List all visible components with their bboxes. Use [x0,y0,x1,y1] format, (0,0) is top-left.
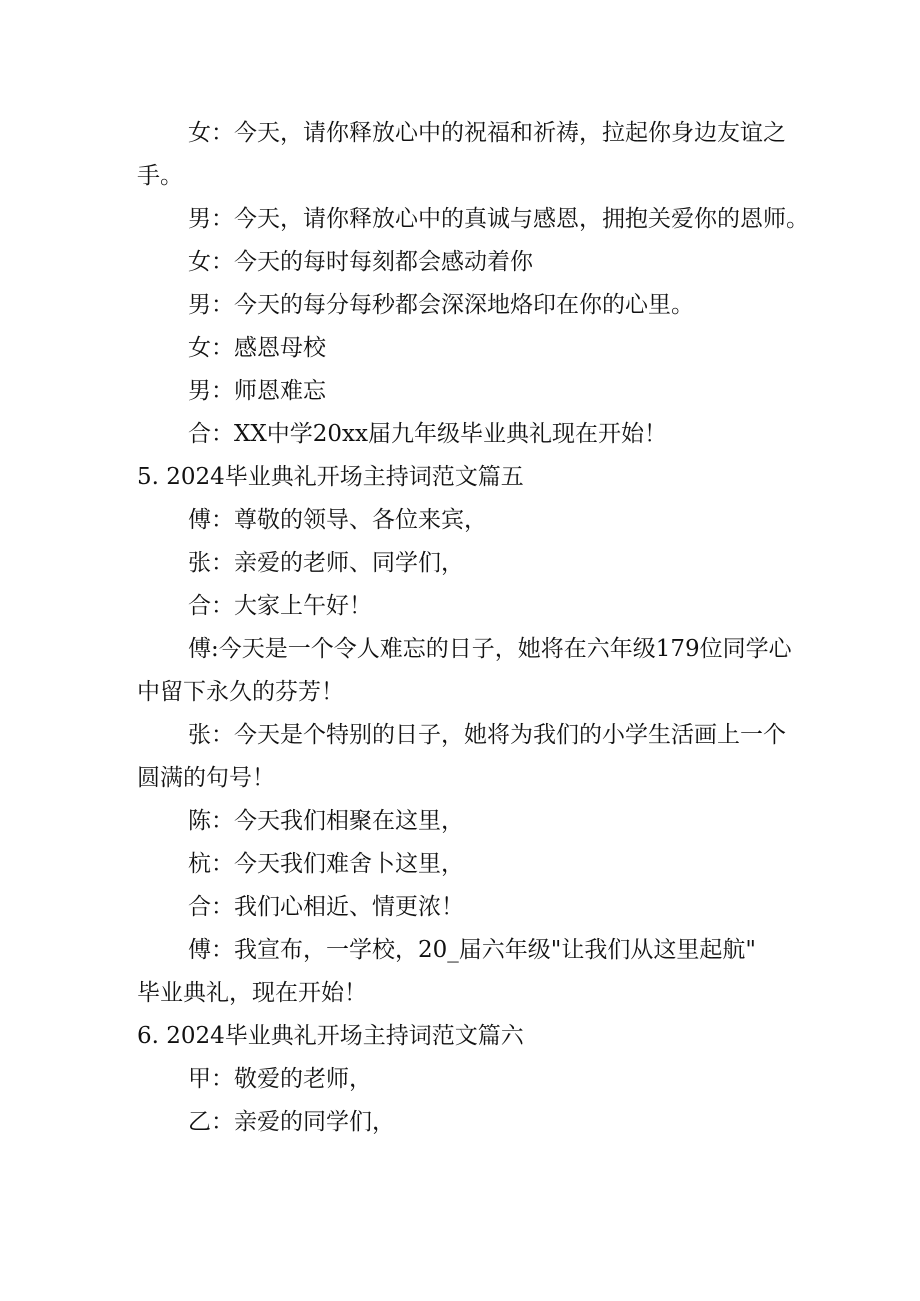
paragraph-line: 合：我们心相近、情更浓！ [188,894,464,920]
paragraph-line: 合：大家上午好！ [188,593,372,619]
paragraph-line: 女：感恩母校 [188,335,326,361]
section-heading: 6. 2024毕业典礼开场主持词范文篇六 [137,1023,524,1049]
section-heading: 5. 2024毕业典礼开场主持词范文篇五 [137,464,524,490]
paragraph-line: 傅:今天是一个令人难忘的日子，她将在六年级179位同学心 [188,636,792,662]
paragraph-line: 男：今天的每分每秒都会深深地烙印在你的心里。 [188,292,694,318]
paragraph-line: 张：亲爱的老师、同学们， [188,550,464,576]
paragraph-line: 陈：今天我们相聚在这里， [188,808,464,834]
paragraph-line: 中留下永久的芬芳！ [137,679,344,705]
paragraph-line: 男：今天，请你释放心中的真诚与感恩，拥抱关爱你的恩师。 [188,206,809,232]
paragraph-line: 毕业典礼，现在开始！ [137,980,367,1006]
paragraph-line: 男：师恩难忘 [188,378,326,404]
paragraph-line: 圆满的句号！ [137,765,275,791]
paragraph-line: 手。 [137,163,183,189]
paragraph-line: 张：今天是个特别的日子，她将为我们的小学生活画上一个 [188,722,786,748]
paragraph-line: 傅：我宣布，一学校，20_届六年级"让我们从这里起航" [188,937,756,963]
paragraph-line: 女：今天，请你释放心中的祝福和祈祷，拉起你身边友谊之 [188,120,786,146]
paragraph-line: 甲：敬爱的老师， [188,1066,372,1092]
paragraph-line: 傅：尊敬的领导、各位来宾， [188,507,487,533]
paragraph-line: 乙：亲爱的同学们， [188,1109,395,1135]
paragraph-line: 合：XX中学20xx届九年级毕业典礼现在开始！ [188,421,667,447]
paragraph-line: 女：今天的每时每刻都会感动着你 [188,249,533,275]
paragraph-line: 杭：今天我们难舍卜这里， [188,851,464,877]
